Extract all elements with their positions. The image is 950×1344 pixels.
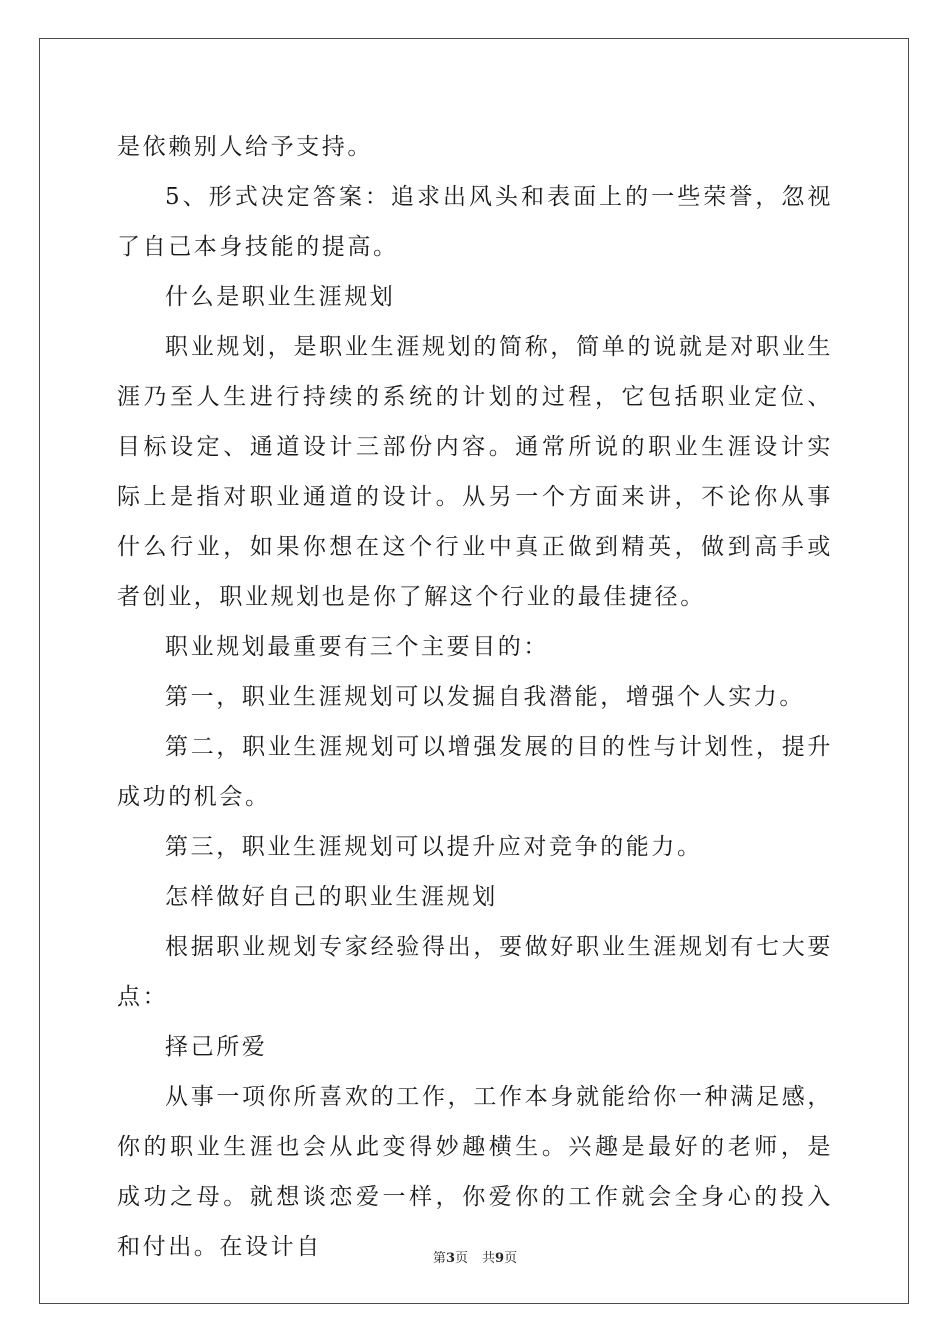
total-suffix: 页: [504, 1251, 518, 1266]
heading-choose-what-you-love: 择己所爱: [165, 1034, 268, 1060]
page-current-number: 3: [445, 1251, 455, 1266]
paragraph-point-5: 5、形式决定答案：追求出风头和表面上的一些荣誉，忽视了自己本身技能的提高。: [117, 184, 833, 260]
document-body: [117, 122, 833, 1272]
page-footer: [0, 1247, 950, 1266]
page-total-number: 9: [495, 1251, 505, 1266]
total-prefix: 共: [482, 1251, 496, 1266]
heading-what-is-career-planning: 什么是职业生涯规划: [165, 284, 396, 310]
heading-how-to-plan: 怎样做好自己的职业生涯规划: [165, 884, 498, 910]
page-suffix: 页: [454, 1251, 468, 1266]
page-prefix: 第: [432, 1251, 446, 1266]
paragraph-purpose-1: 第一，职业生涯规划可以发掘自我潜能，增强个人实力。: [165, 684, 805, 710]
paragraph-three-purposes: 职业规划最重要有三个主要目的：: [165, 634, 549, 660]
paragraph-purpose-3: 第三，职业生涯规划可以提升应对竞争的能力。: [165, 834, 703, 860]
paragraph-seven-points: 根据职业规划专家经验得出，要做好职业生涯规划有七大要点：: [117, 934, 833, 1010]
paragraph-continuation: 是依赖别人给予支持。: [117, 134, 373, 160]
paragraph-choose-what-you-love: 从事一项你所喜欢的工作，工作本身就能给你一种满足感，你的职业生涯也会从此变得妙趣横生。兴趣是最好的老师，是成功之母。就想谈恋爱一样，你爱你的工作就会全身心的投入和付出。在设计自: [117, 1084, 833, 1260]
paragraph-purpose-2: 第二，职业生涯规划可以增强发展的目的性与计划性，提升成功的机会。: [117, 734, 833, 810]
paragraph-career-planning-definition: 职业规划，是职业生涯规划的简称，简单的说就是对职业生涯乃至人生进行持续的系统的计划的过程，它包括职业定位、目标设定、通道设计三部份内容。通常所说的职业生涯设计实际上是指对职业通道的设计。从另一个方面来讲，不论你从事什么行业，如果你想在这个行业中真正做到精英，做到高手或者创业，职业规划也是你了解这个行业的最佳捷径。: [117, 334, 833, 610]
